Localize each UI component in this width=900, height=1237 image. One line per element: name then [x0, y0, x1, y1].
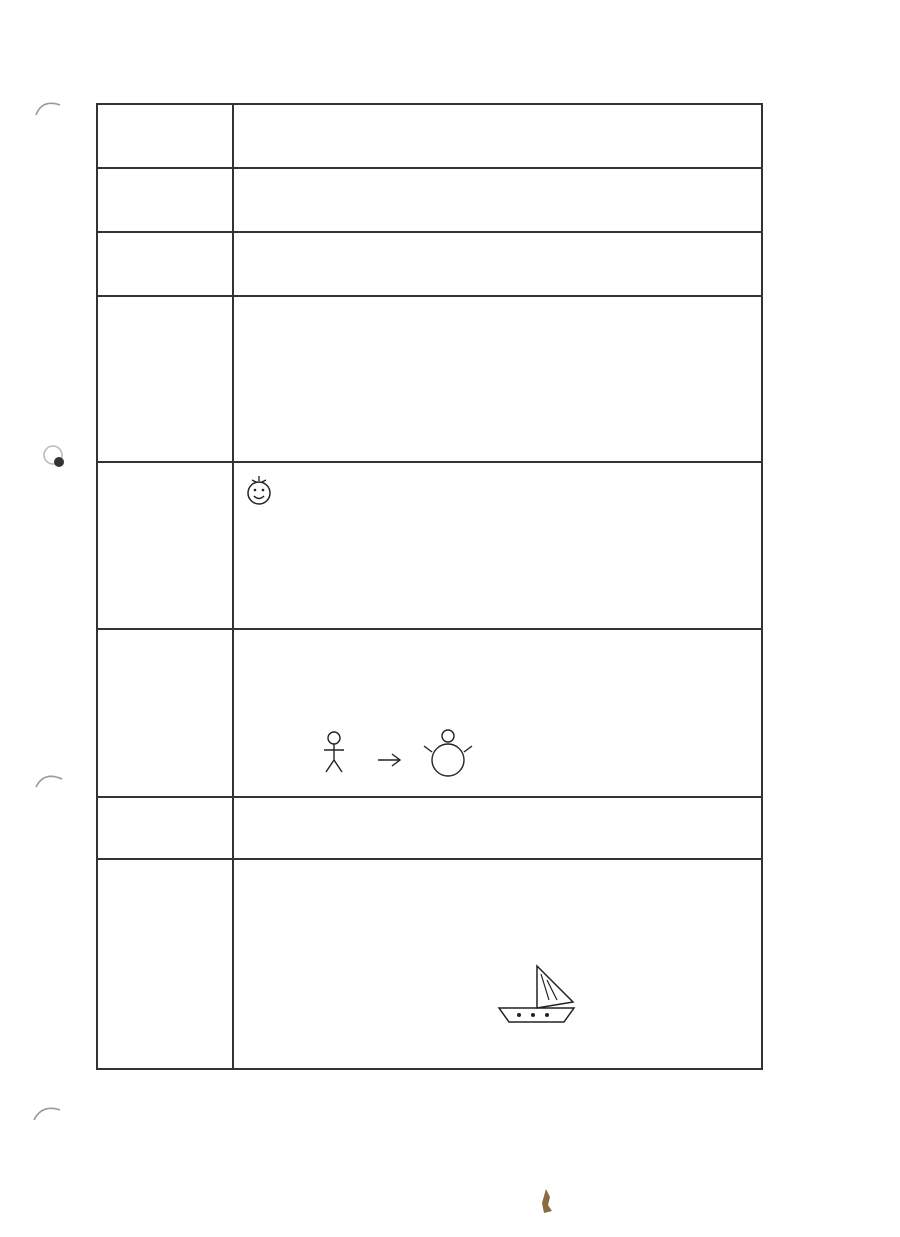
- weather-line-3: [244, 473, 751, 508]
- value-weather: [233, 462, 762, 629]
- row-menu: [97, 629, 762, 797]
- value-when: [233, 168, 762, 232]
- value-route: [233, 296, 762, 462]
- row-weather: [97, 462, 762, 629]
- row-route: [97, 296, 762, 462]
- when-text: [244, 179, 751, 185]
- row-crew: [97, 797, 762, 859]
- crew-text: [244, 808, 751, 812]
- label-route: [97, 296, 233, 462]
- row-ports: [97, 232, 762, 296]
- label-weather: [97, 462, 233, 629]
- value-who: [233, 104, 762, 168]
- value-ports: [233, 232, 762, 296]
- ink-stain-icon: [538, 1187, 558, 1217]
- row-specials: [97, 859, 762, 1069]
- value-menu: [233, 629, 762, 797]
- value-crew: [233, 797, 762, 859]
- row-who: [97, 104, 762, 168]
- label-who: [97, 104, 233, 168]
- stick-figure-icon: [314, 730, 354, 780]
- smiley-icon: [244, 474, 274, 508]
- round-figure-icon: [420, 726, 480, 786]
- binder-ring-middle-icon: [32, 765, 72, 805]
- who-text: [244, 115, 751, 121]
- row-when: [97, 168, 762, 232]
- label-crew: [97, 797, 233, 859]
- label-menu: [97, 629, 233, 797]
- sailing-log-table: [96, 103, 763, 1070]
- binder-ring-bottom-icon: [30, 1098, 70, 1138]
- value-specials: [233, 859, 762, 1069]
- sailboat-icon: [489, 960, 589, 1040]
- bottom-border-icon: [0, 1207, 900, 1237]
- label-when: [97, 168, 233, 232]
- binder-hole-icon: [35, 440, 75, 480]
- label-specials: [97, 859, 233, 1069]
- arrow-icon: [376, 750, 406, 770]
- binder-ring-top-icon: [30, 95, 70, 135]
- left-border-icon: [0, 0, 30, 1237]
- label-ports: [97, 232, 233, 296]
- top-border-icon: [0, 0, 900, 20]
- right-border-icon: [855, 0, 895, 1237]
